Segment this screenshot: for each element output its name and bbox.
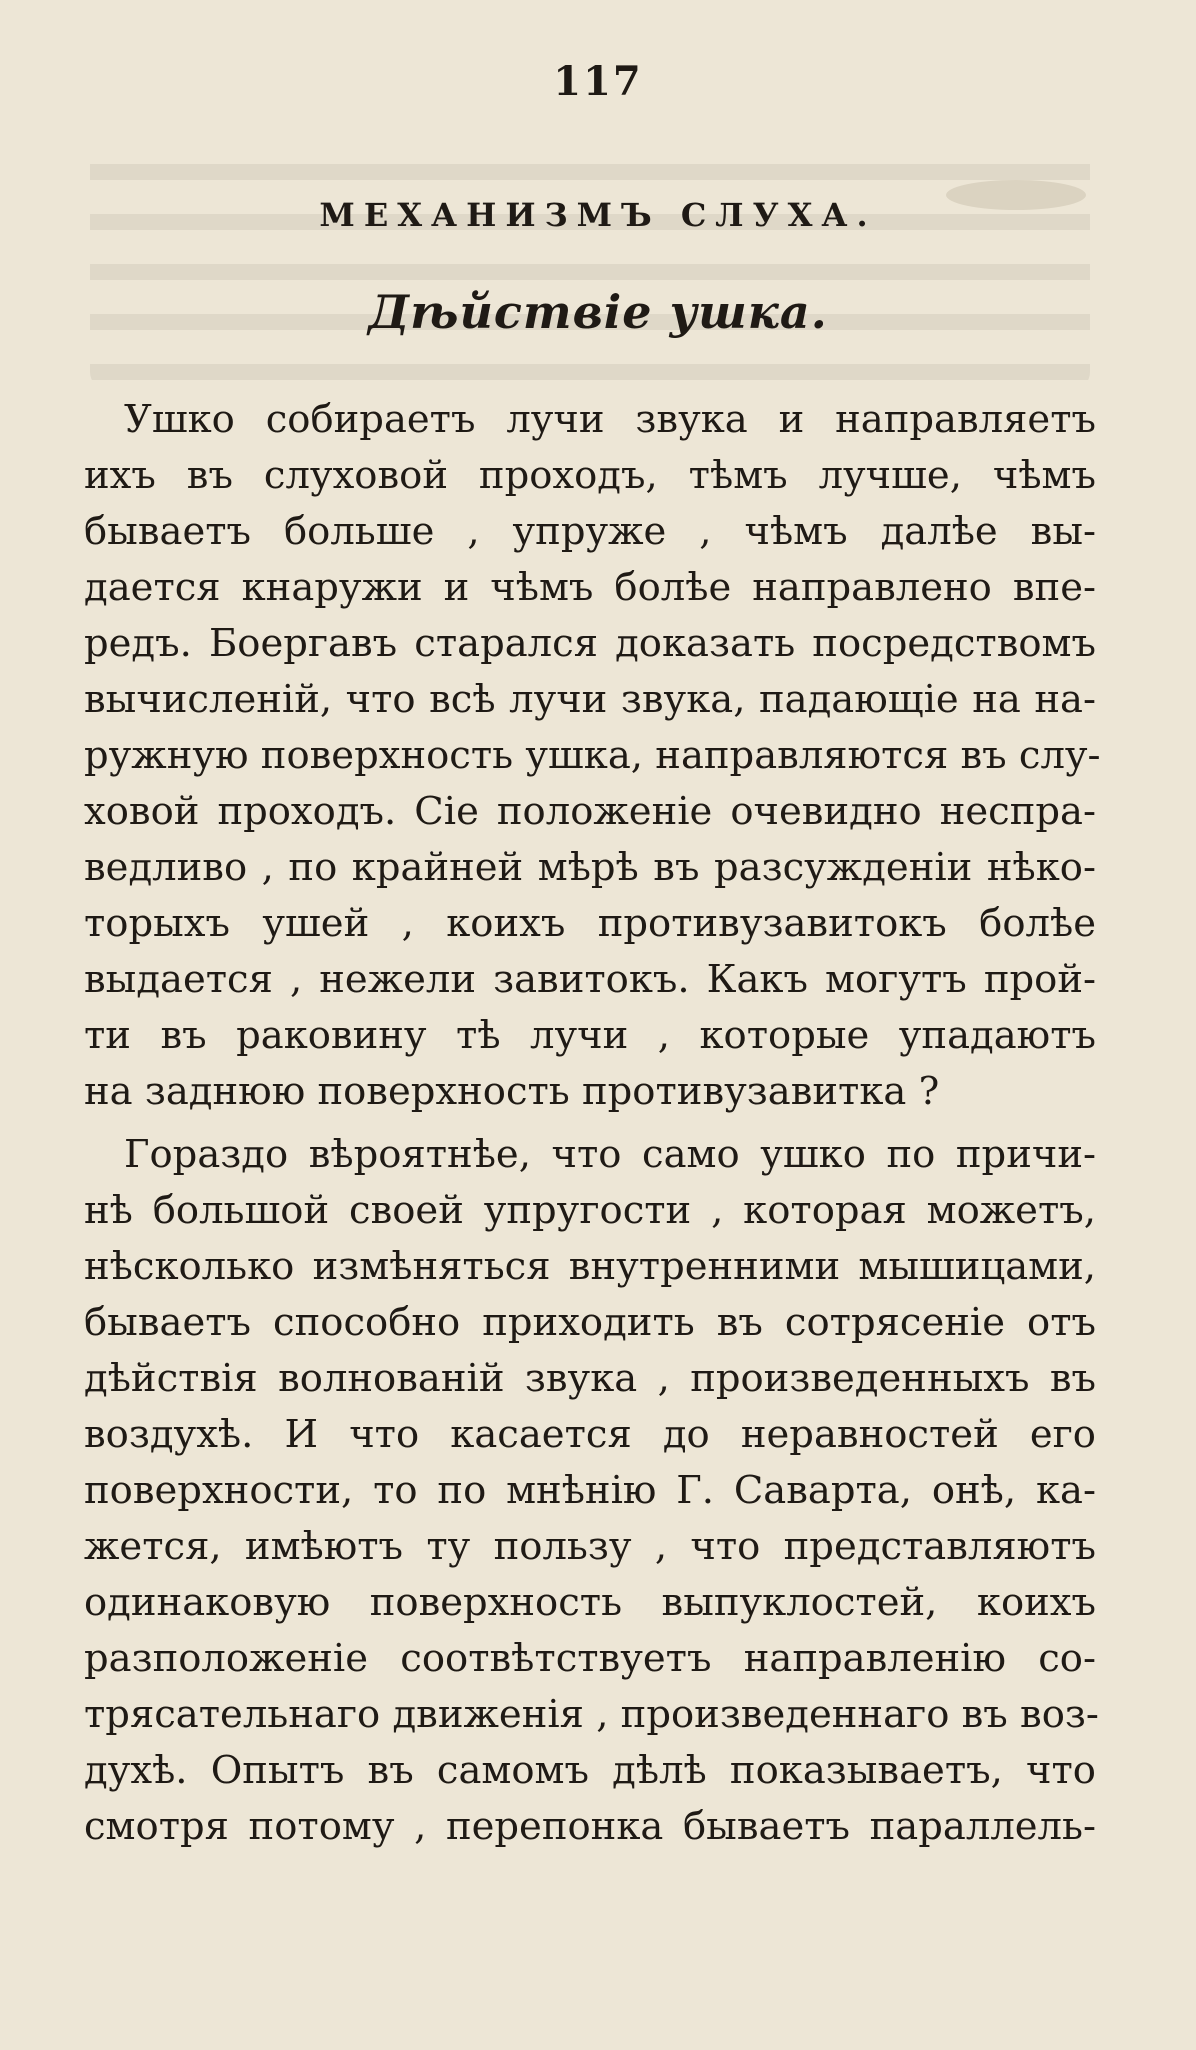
text-line: дается кнаружи и чѣмъ болѣе направлено впе- [84,565,1096,610]
paragraph-2 [84,1127,1099,1855]
subtitle: Дѣйствіе ушка. [368,285,828,339]
text-line: Гораздо вѣроятнѣе, что само ушко по причи- [124,1132,1096,1177]
text-line: нѣ большой своей упругости , которая можетъ, [84,1188,1096,1233]
text-line: ихъ въ слуховой проходъ, тѣмъ лучше, чѣмъ [84,453,1096,498]
text-line: на заднюю поверхность противузавитка ? [84,1069,940,1114]
section-title: МЕХАНИЗМЪ СЛУХА. [319,196,877,234]
text-line: бываетъ способно приходить въ сотрясеніе отъ [84,1300,1096,1345]
text-line: воздухѣ. И что касается до неравностей его [84,1412,1096,1457]
text-line: ведливо , по крайней мѣрѣ въ разсужденіи нѣко- [84,845,1096,890]
text-line: бываетъ больше , упруже , чѣмъ далѣе вы- [84,509,1096,554]
show-through-text [90,130,1090,390]
text-line: ти въ раковину тѣ лучи , которые упадаютъ [84,1013,1096,1058]
text-line: вычисленій, что всѣ лучи звука, падающіе на на- [84,677,1096,722]
paragraph-1 [84,392,1101,1120]
text-line: торыхъ ушей , коихъ противузавитокъ болѣе [84,901,1096,946]
page-number: 117 [553,58,643,105]
text-line: жется, имѣютъ ту пользу , что представляютъ [84,1524,1096,1569]
text-line: ховой проходъ. Сіе положеніе очевидно неспра- [84,789,1096,834]
text-line: дѣйствія волнованій звука , произведенныхъ въ [84,1356,1096,1401]
text-line: трясательнаго движенія , произведеннаго въ воз- [84,1692,1099,1737]
text-line: духѣ. Опытъ въ самомъ дѣлѣ показываетъ, что [84,1748,1096,1793]
text-line: нѣсколько измѣняться внутренними мышицами, [84,1244,1096,1289]
text-line: одинаковую поверхность выпуклостей, коихъ [84,1580,1096,1625]
text-line: поверхности, то по мнѣнію Г. Саварта, онѣ, ка- [84,1468,1096,1513]
text-line: разположеніе соотвѣтствуетъ направленію со- [84,1636,1096,1681]
text-line: ружную поверхность ушка, направляются въ слу- [84,733,1101,778]
text-line: смотря потому , перепонка бываетъ параллель- [84,1804,1096,1849]
text-line: Ушко собираетъ лучи звука и направляетъ [124,397,1096,442]
text-line: редъ. Боергавъ старался доказать посредствомъ [84,621,1096,666]
text-line: выдается , нежели завитокъ. Какъ могутъ прой- [84,957,1096,1002]
